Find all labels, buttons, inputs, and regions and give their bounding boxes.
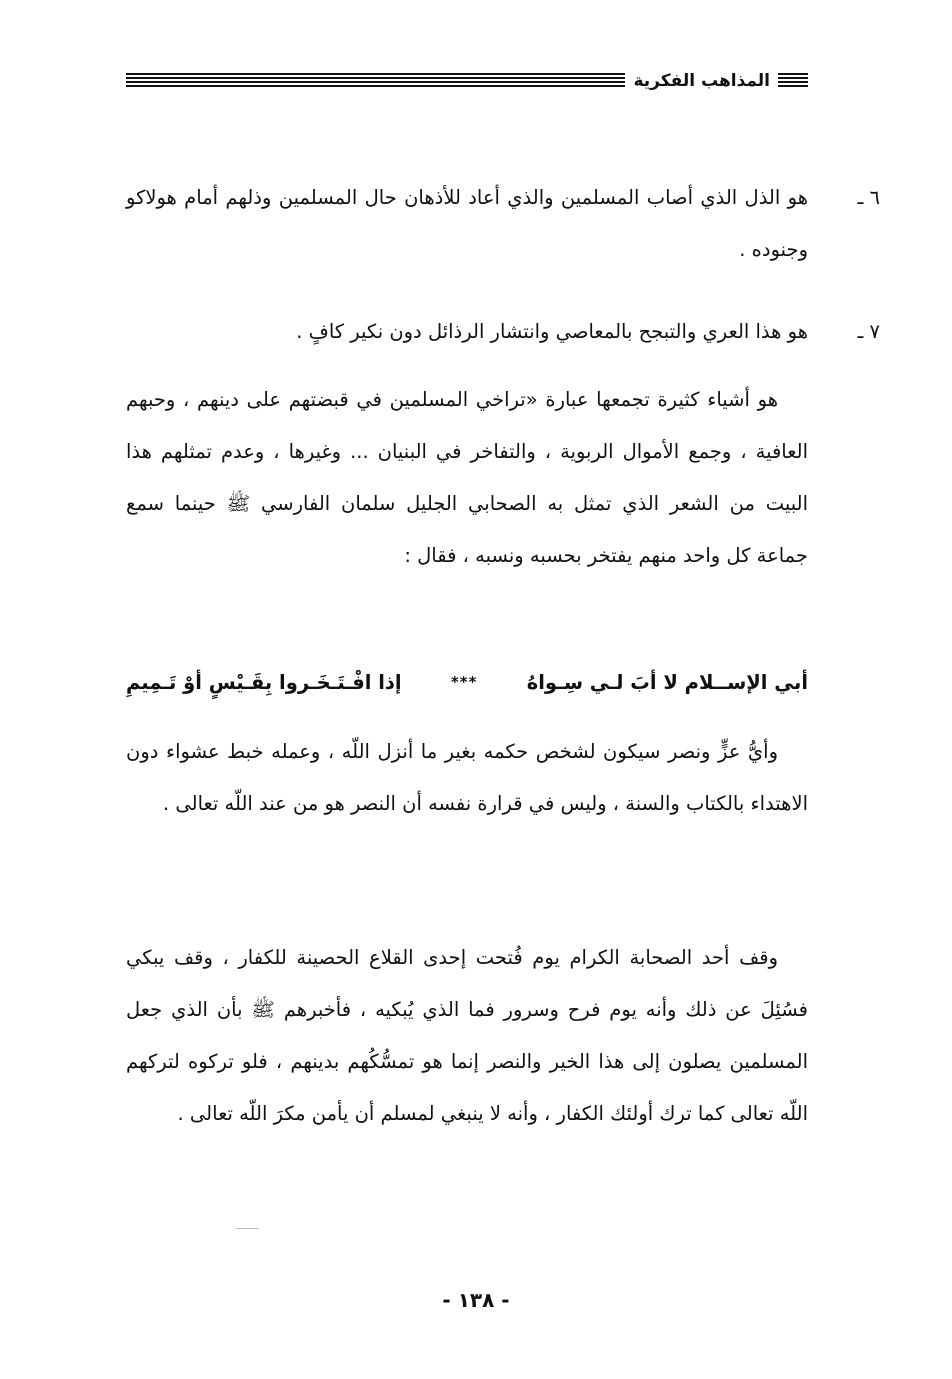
list-item-number: ٧ ـ	[857, 320, 880, 343]
body-paragraph: وأيُّ عزٍّ ونصر سيكون لشخص حكمه بغير ما أنزل اللّه ، وعمله خبط عشواء دون الاهتداء بالكتاب والسنة ، وليس في قرارة نفسه أن النصر هو من عند اللّه تعالى .	[126, 740, 808, 815]
list-item-6	[126, 172, 880, 276]
scan-mark	[236, 1228, 258, 1229]
verse-separator: ***	[450, 673, 478, 691]
running-header-title: المذاهب الفكرية	[633, 71, 770, 91]
header-rule	[126, 73, 625, 89]
poetry-verse	[126, 660, 808, 704]
list-item-text: هو الذل الذي أصاب المسلمين والذي أعاد للأذهان حال المسلمين وذلهم أمام هولاكو وجنوده .	[126, 186, 808, 261]
verse-first-hemistich: أبي الإســلام لا أبَ لـي سِـواهُ	[526, 670, 808, 694]
running-header	[126, 68, 808, 94]
page-number: - ١٣٨ -	[442, 1288, 510, 1312]
body-paragraph: هو أشياء كثيرة تجمعها عبارة «تراخي المسلمين في قبضتهم على دينهم ، وحبهم العافية ، وجمع الأموال الربوية ، والتفاخر في البنيان ... وغيرها ، وعدم تمثلهم هذا البيت من الشعر الذي تمثل به الصحابي الجليل سلمان الفارسي ﷺ حينما سمع جماعة كل واحد منهم يفتخر بحسبه ونسبه ، فقال :	[126, 388, 808, 567]
body-paragraph: وقف أحد الصحابة الكرام يوم فُتحت إحدى القلاع الحصينة للكفار ، وقف يبكي فسُئِلَ عن ذلك وأنه يوم فرح وسرور فما الذي يُبكيه ، فأخبرهم ﷺ بأن الذي جعل المسلمين يصلون إلى هذا الخير والنصر إنما هو تمسُّكُهم بدينهم ، فلو تركوه لتركهم اللّه تعالى كما ترك أولئك الكفار ، وأنه لا ينبغي لمسلم أن يأمن مكرَ اللّه تعالى .	[126, 946, 808, 1125]
header-ornament	[778, 73, 808, 89]
list-item-text: هو هذا العري والتبجح بالمعاصي وانتشار الرذائل دون نكير كافٍ .	[296, 320, 808, 343]
verse-second-hemistich: إذا افْـتَـخَـروا بِقَـيْسٍ أوْ تَـمِيمِ	[126, 670, 402, 694]
list-item-7	[126, 306, 880, 358]
list-item-number: ٦ ـ	[857, 186, 880, 209]
